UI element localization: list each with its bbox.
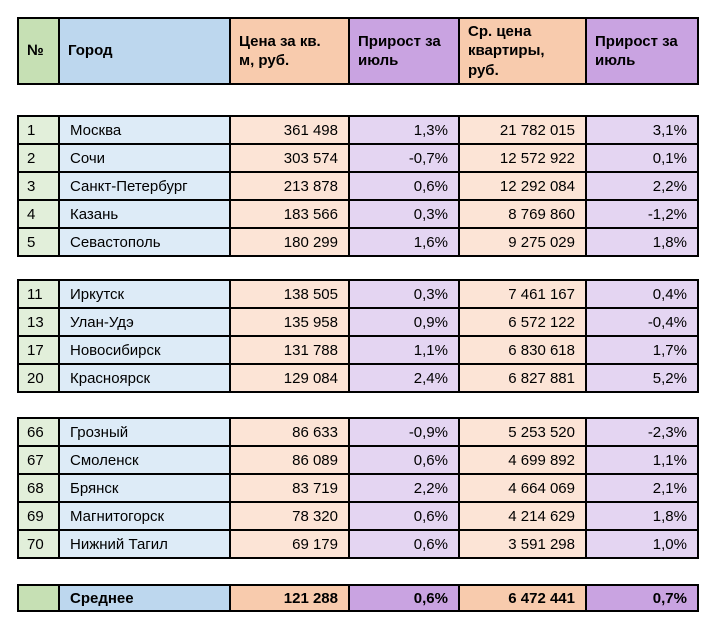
col-header-growth-july-1: Прирост за июль — [349, 18, 459, 84]
table-row — [18, 200, 698, 228]
top-cities-table — [17, 115, 699, 257]
cell-growth-avg: 1,8% — [586, 228, 698, 256]
cell-rank: 69 — [18, 502, 59, 530]
cell-avg-price: 3 591 298 — [459, 530, 586, 558]
cell-price-sqm: 180 299 — [230, 228, 349, 256]
cell-growth-sqm: 0,3% — [349, 280, 459, 308]
cell-growth-avg: 5,2% — [586, 364, 698, 392]
cell-avg-price: 6 472 441 — [459, 585, 586, 611]
table-row — [18, 336, 698, 364]
cell-city: Улан-Удэ — [59, 308, 230, 336]
cell-growth-avg: 2,1% — [586, 474, 698, 502]
cell-rank: 68 — [18, 474, 59, 502]
table-row — [18, 418, 698, 446]
cell-growth-sqm: 0,9% — [349, 308, 459, 336]
cell-city: Новосибирск — [59, 336, 230, 364]
cell-price-sqm: 78 320 — [230, 502, 349, 530]
cell-price-sqm: 86 089 — [230, 446, 349, 474]
cell-rank: 13 — [18, 308, 59, 336]
cell-growth-sqm: -0,7% — [349, 144, 459, 172]
cell-avg-price: 6 827 881 — [459, 364, 586, 392]
table-row — [18, 364, 698, 392]
cell-price-sqm: 138 505 — [230, 280, 349, 308]
cell-growth-sqm: 2,2% — [349, 474, 459, 502]
cell-growth-sqm: 1,6% — [349, 228, 459, 256]
cell-growth-sqm: -0,9% — [349, 418, 459, 446]
cell-price-sqm: 303 574 — [230, 144, 349, 172]
cell-price-sqm: 361 498 — [230, 116, 349, 144]
cell-price-sqm: 129 084 — [230, 364, 349, 392]
cell-city: Москва — [59, 116, 230, 144]
cell-price-sqm: 131 788 — [230, 336, 349, 364]
cell-growth-avg: 0,7% — [586, 585, 698, 611]
col-header-growth-july-2: Прирост за июль — [586, 18, 698, 84]
cell-city: Брянск — [59, 474, 230, 502]
cell-growth-avg: 0,1% — [586, 144, 698, 172]
cell-city: Иркутск — [59, 280, 230, 308]
header-table — [17, 17, 699, 85]
cell-growth-avg: -2,3% — [586, 418, 698, 446]
cell-price-sqm: 86 633 — [230, 418, 349, 446]
cell-avg-price: 4 664 069 — [459, 474, 586, 502]
cell-growth-avg: -1,2% — [586, 200, 698, 228]
cell-growth-sqm: 2,4% — [349, 364, 459, 392]
cell-growth-sqm: 0,6% — [349, 530, 459, 558]
table-row — [18, 116, 698, 144]
cell-rank: 70 — [18, 530, 59, 558]
cell-avg-price: 6 572 122 — [459, 308, 586, 336]
cell-price-sqm: 135 958 — [230, 308, 349, 336]
cell-rank: 1 — [18, 116, 59, 144]
cell-rank: 5 — [18, 228, 59, 256]
cell-avg-price: 8 769 860 — [459, 200, 586, 228]
cell-avg-price: 6 830 618 — [459, 336, 586, 364]
table-row — [18, 530, 698, 558]
cell-avg-price: 4 214 629 — [459, 502, 586, 530]
cell-price-sqm: 121 288 — [230, 585, 349, 611]
cell-city: Магнитогорск — [59, 502, 230, 530]
cell-growth-avg: 1,1% — [586, 446, 698, 474]
cell-rank: 17 — [18, 336, 59, 364]
average-row — [18, 585, 698, 611]
table-row — [18, 144, 698, 172]
cell-city: Грозный — [59, 418, 230, 446]
cell-growth-avg: -0,4% — [586, 308, 698, 336]
col-header-city: Город — [59, 18, 230, 84]
cell-rank: 2 — [18, 144, 59, 172]
cell-city: Смоленск — [59, 446, 230, 474]
col-header-avg-price: Ср. цена квартиры, руб. — [459, 18, 586, 84]
col-header-price-sqm: Цена за кв. м, руб. — [230, 18, 349, 84]
cell-avg-price: 12 292 084 — [459, 172, 586, 200]
cell-rank: 11 — [18, 280, 59, 308]
cell-price-sqm: 213 878 — [230, 172, 349, 200]
cell-city: Санкт-Петербург — [59, 172, 230, 200]
table-row — [18, 446, 698, 474]
cell-price-sqm: 69 179 — [230, 530, 349, 558]
table-row — [18, 502, 698, 530]
cell-rank-empty — [18, 585, 59, 611]
cell-city: Казань — [59, 200, 230, 228]
cell-avg-price: 21 782 015 — [459, 116, 586, 144]
cell-rank: 20 — [18, 364, 59, 392]
cell-rank: 3 — [18, 172, 59, 200]
cell-avg-price: 4 699 892 — [459, 446, 586, 474]
cell-growth-sqm: 1,1% — [349, 336, 459, 364]
cell-growth-sqm: 0,6% — [349, 502, 459, 530]
cell-avg-price: 12 572 922 — [459, 144, 586, 172]
cell-growth-avg: 0,4% — [586, 280, 698, 308]
cell-average-label: Среднее — [59, 585, 230, 611]
cell-growth-avg: 1,0% — [586, 530, 698, 558]
mid-cities-table — [17, 279, 699, 393]
average-table — [17, 584, 699, 612]
cell-growth-sqm: 0,6% — [349, 585, 459, 611]
cell-city: Красноярск — [59, 364, 230, 392]
cell-avg-price: 5 253 520 — [459, 418, 586, 446]
cell-avg-price: 7 461 167 — [459, 280, 586, 308]
table-row — [18, 280, 698, 308]
table-row — [18, 228, 698, 256]
col-header-num: № — [18, 18, 59, 84]
cell-avg-price: 9 275 029 — [459, 228, 586, 256]
cell-growth-avg: 1,8% — [586, 502, 698, 530]
cell-growth-sqm: 1,3% — [349, 116, 459, 144]
cell-growth-sqm: 0,6% — [349, 446, 459, 474]
cell-growth-sqm: 0,3% — [349, 200, 459, 228]
cell-rank: 4 — [18, 200, 59, 228]
cell-growth-avg: 2,2% — [586, 172, 698, 200]
cell-rank: 66 — [18, 418, 59, 446]
table-row — [18, 172, 698, 200]
header-row — [18, 18, 698, 84]
cell-rank: 67 — [18, 446, 59, 474]
cell-price-sqm: 183 566 — [230, 200, 349, 228]
bottom-cities-table — [17, 417, 699, 559]
cell-growth-sqm: 0,6% — [349, 172, 459, 200]
cell-city: Сочи — [59, 144, 230, 172]
cell-city: Севастополь — [59, 228, 230, 256]
cell-growth-avg: 1,7% — [586, 336, 698, 364]
table-row — [18, 474, 698, 502]
table-row — [18, 308, 698, 336]
cell-price-sqm: 83 719 — [230, 474, 349, 502]
cell-growth-avg: 3,1% — [586, 116, 698, 144]
cell-city: Нижний Тагил — [59, 530, 230, 558]
